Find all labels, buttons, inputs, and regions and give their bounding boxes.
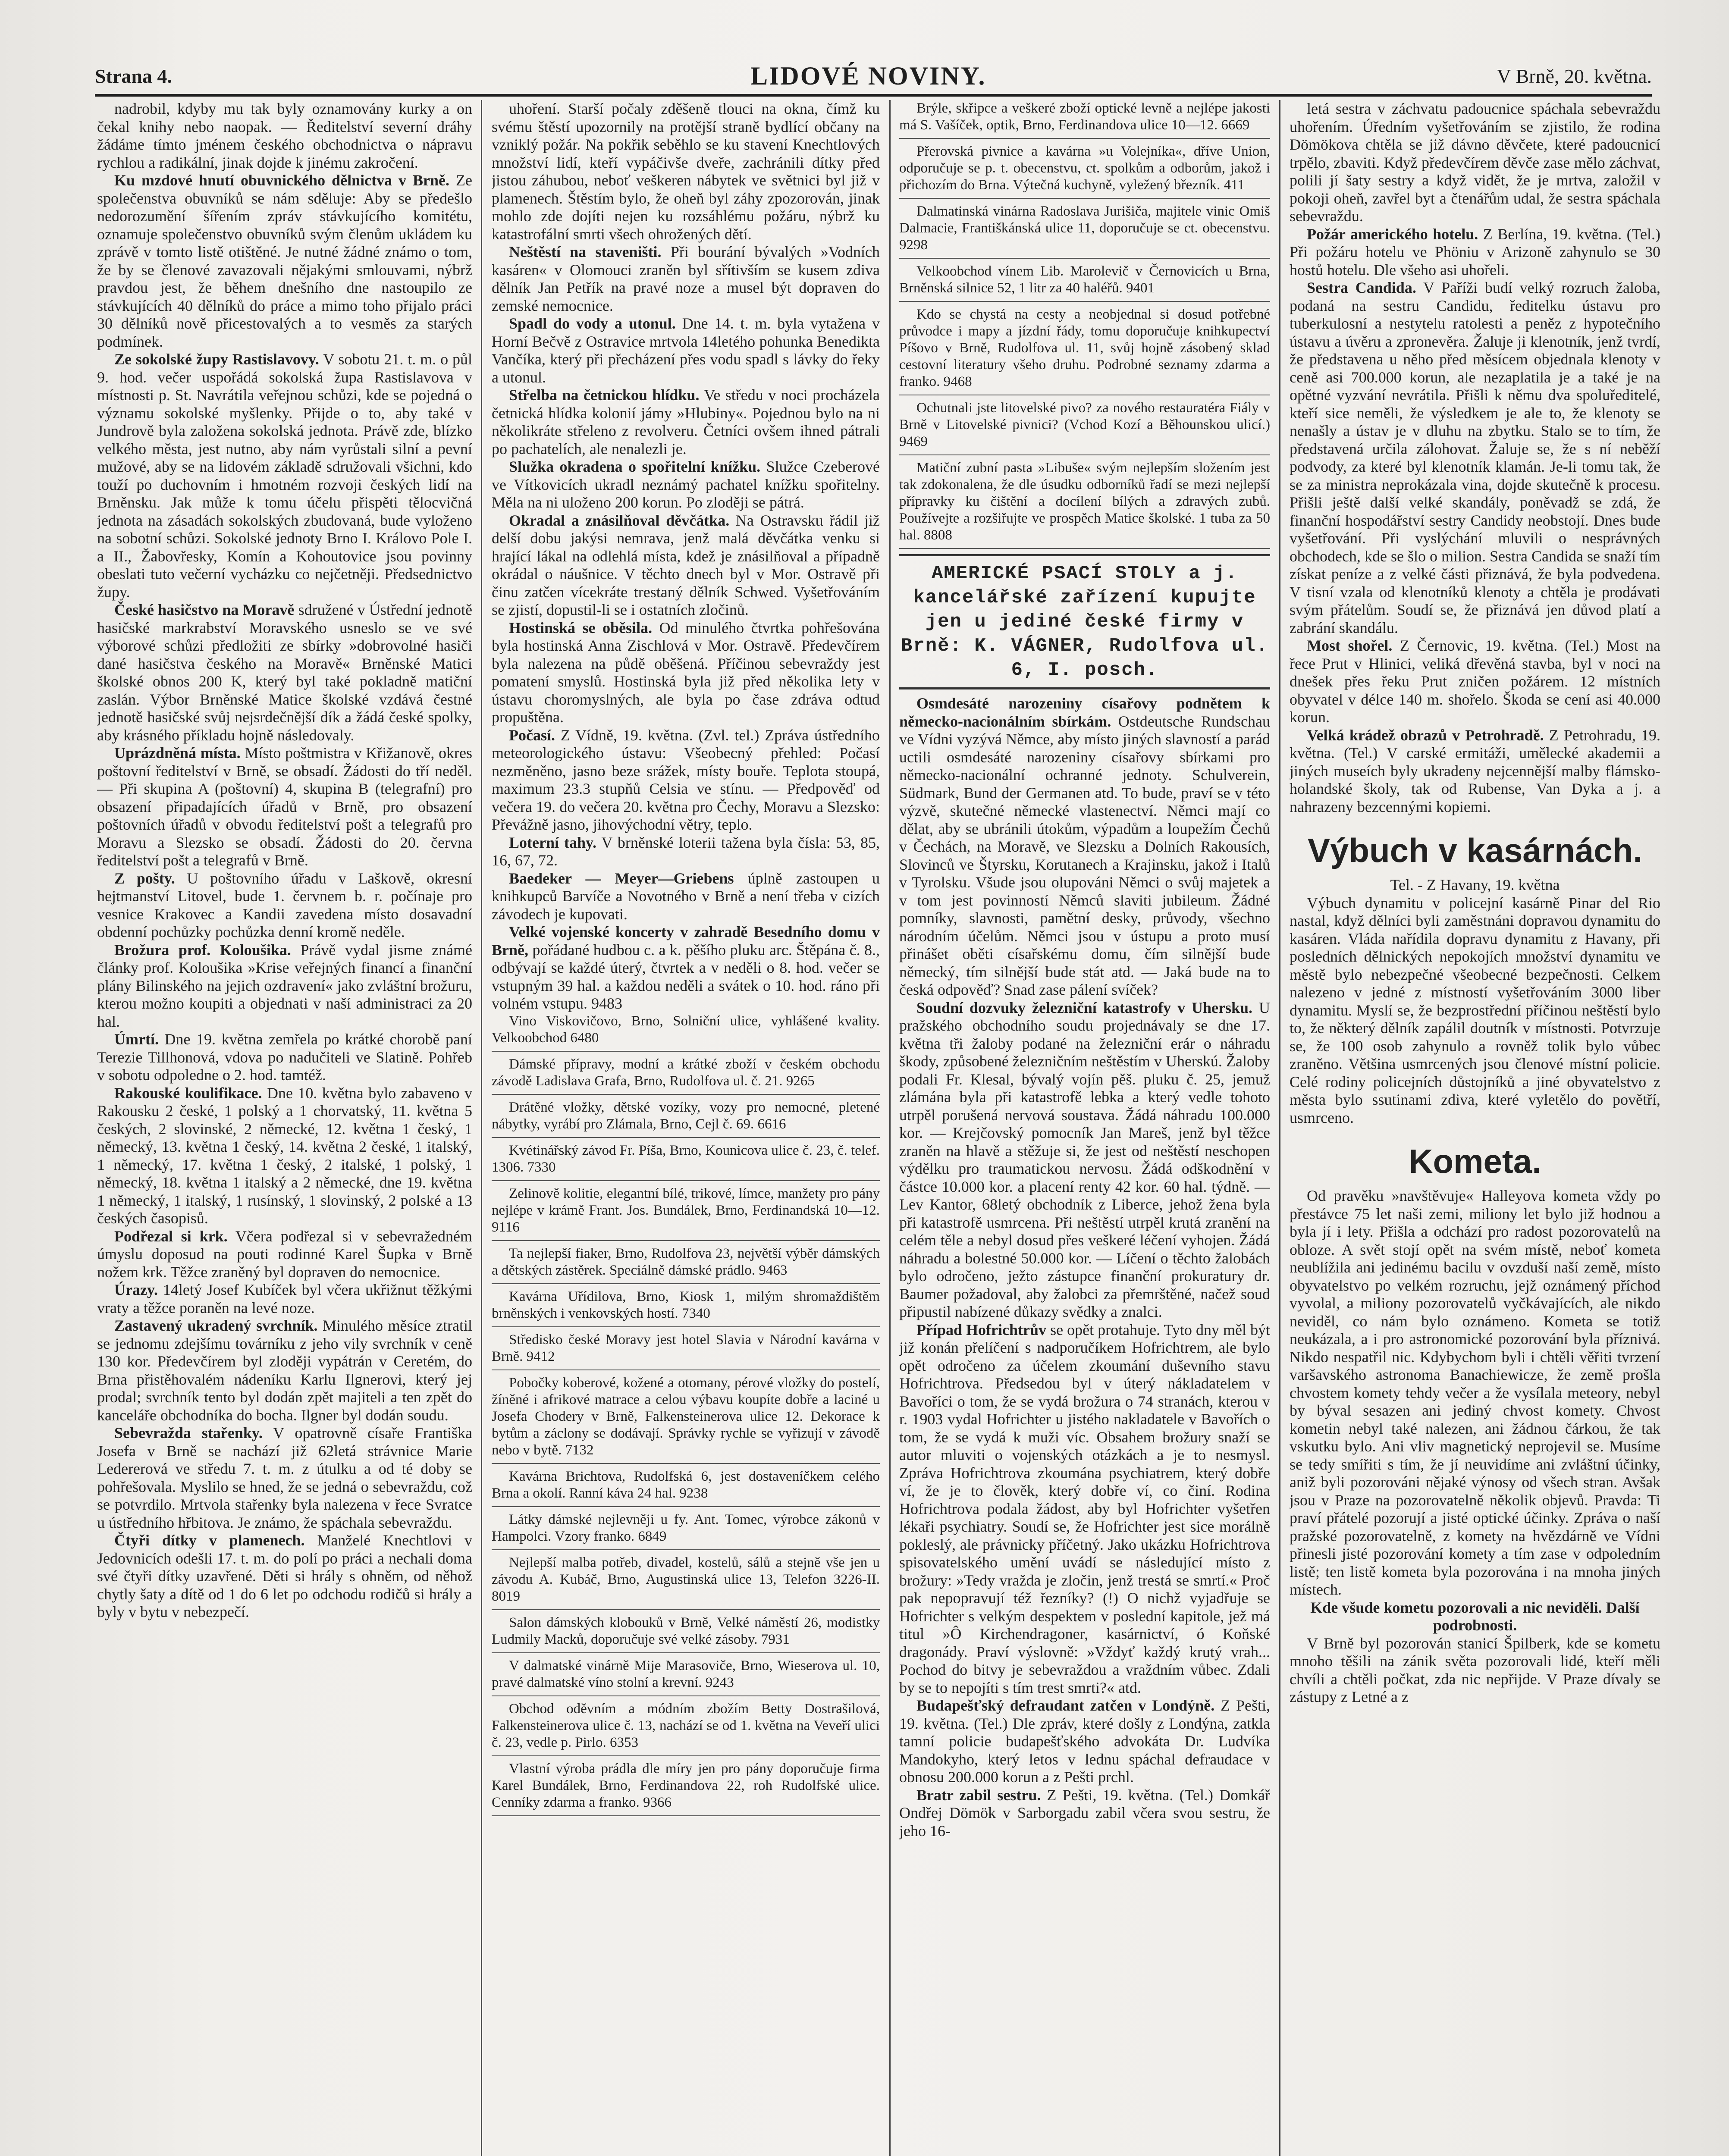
classified-ad-text: Dámské přípravy, modní a krátké zboží v českém obchodu závodě Ladislava Grafa, Brno, Rudolfova ul. č. 21. 9265 bbox=[492, 1056, 880, 1089]
column-divider bbox=[1279, 100, 1280, 2156]
article-heading: Osmdesáté narozeniny císařovy podnětem k německo-nacionálním sbírkám. bbox=[899, 695, 1270, 730]
article-heading: Z pošty. bbox=[114, 869, 175, 887]
article-text: Ve středu v noci procházela četnická hlídka kolonií jámy »Hlubiny«. Pojednou bylo na ni několikráte střeleno z revolveru. Četníci ovšem ihned pátrali po pachatelích, ale nenalezli je. bbox=[492, 386, 880, 458]
article-heading: Neštěstí na staveništi. bbox=[509, 243, 662, 260]
article-paragraph bbox=[97, 1281, 472, 1317]
article-paragraph bbox=[97, 744, 472, 870]
classified-ad-text: Pobočky koberové, kožené a otomany, pérové vložky do postelí, žíněné i afrikové matrace a celou výbavu koupíte dobře a laciné u Josefa Chodery v Brně, Falkensteinerova ulice 12. Dekorace k bytům a záclony se dodávají. Správky rychle se vyřizují v závodě nebo v bytě. 7132 bbox=[492, 1375, 880, 1458]
article-heading: Rakouské koulifikace. bbox=[114, 1084, 262, 1102]
column-1 bbox=[97, 100, 472, 2156]
article-text: Z Berlína, 19. května. (Tel.) Při požáru hotelu ve Phöniu v Arizoně zahynulo se 30 hostů hotelu. Dle všeho asi uhořeli. bbox=[1290, 225, 1660, 279]
article-heading: Případ Hofrichtrův bbox=[916, 1321, 1047, 1338]
article-text: Při bourání bývalých »Vodních kasáren« v Olomouci zraněn byl sřítivším se kusem zdiva dělník Jan Petřík na pravé noze a musel být dopraven do zemské nemocnice. bbox=[492, 243, 880, 314]
article-text: letá sestra v záchvatu padoucnice spáchala sebevraždu uhořením. Úředním vyšetřováním se zjistilo, že rodina Dömökova chtěla se již dávno děvčete, které padoucnicí trpělo, zbaviti. Když předevčírem děvče zase mělo záchvat, polili jí šaty sestry a když vidět, že je mrtva, založil v pokoji oheň, zavřel byt a čtenářům udal, že sestra spáchala sebevraždu. bbox=[1290, 100, 1660, 225]
article-paragraph bbox=[899, 999, 1270, 1321]
article-paragraph bbox=[1290, 637, 1660, 727]
classified-ad-text: Látky dámské nejlevněji u fy. Ant. Tomec, výrobce zákonů v Hampolci. Vzory franko. 6849 bbox=[492, 1511, 880, 1544]
article-heading: Podřezal si krk. bbox=[114, 1227, 228, 1245]
ad-separator bbox=[492, 1180, 880, 1181]
article-text: Z Vídně, 19. května. (Zvl. tel.) Zpráva ústředního meteorologického ústavu: Všeobecný přehled: Počasí nezměněno, jasno beze srážek, místy bouře. Teplota stoupá, maximum 23.3 stupňů Celsia ve stínu. — Předpověď od večera 19. do večera 20. května pro Čechy, Moravu a Slezsko: Převážně jasno, jihovýchodní větry, teplo. bbox=[492, 726, 880, 833]
article-paragraph bbox=[97, 941, 472, 1031]
article-paragraph bbox=[1290, 279, 1660, 637]
classified-ad bbox=[899, 460, 1270, 544]
ad-separator bbox=[492, 1283, 880, 1284]
article-paragraph bbox=[492, 727, 880, 834]
ad-separator bbox=[899, 454, 1270, 455]
article-text: se opět protahuje. Tyto dny měl být již konán přelíčení s nadporučíkem Hofrichtrem, ale bylo opět odročeno za účelem zkoumání duševního stavu Hofrichtrova. Předsedou byl v úterý nákladatelem v Bavoříci o tom, že se vydá brožura o 74 stranách, kterou v r. 1903 vydal Hofrichter u jistého nakladatele v Bavořích o tom, že se vydá k muži víc. Obsahem brožury snaží se autor mluviti o vojenských otázkách a je to nesmysl. Zpráva Hofrichtrova zkoumána psychiatrem, který dobře ví, že je to člověk, který dobře ví, co činí. Rodina Hofrichtrova podala žádost, aby byl Hofrichter vyšetřen lékaři psychiatry. Soudí se, že Hofrichter jest sice morálně pokleslý, ale právnicky příčetný. Jako ukázku Hofrichtrova spisovatelského umění uvádí se následující místo z brožury: »Tedy vražda je zločin, jenž trestá se smrtí.« Proč pak nepopravují též řezníky? (!) O nichž vyjadřuje se Hofrichter s velkým despektem v poslední kapitole, jež má titul »Ô Kirchendragoner, kasárnictví, ó Koňské dragonády. Praví výslovně: »Vždyť každý krutý vrah... Pochod do bitvy je sebevraždou a vraždním vůbec. Zdali by se to nepojíti s tím trest smrti?« atd. bbox=[899, 1321, 1270, 1696]
classified-ad-text: Kavárna Brichtova, Rudolfská 6, jest dostaveníčkem celého Brna a okolí. Ranní káva 24 hal. 9238 bbox=[492, 1468, 880, 1501]
article-paragraph bbox=[492, 386, 880, 458]
article-heading: Ze sokolské župy Rastislavovy. bbox=[114, 351, 319, 368]
article-paragraph bbox=[492, 243, 880, 315]
article-text: Právě vydal jisme známé články prof. Koloušika »Krise veřejných financí a finanční plány Bilinského na jejich ozdravení« jako zvláštní brožuru, kterou možno koupiti a objednati v naší administraci za 20 hal. bbox=[97, 941, 472, 1030]
article-text: Ostdeutsche Rundschau ve Vídni vyzývá Němce, aby místo jiných slavností a parád uctili osmdesáté narozeniny císařovy sbírkami pro německo-nacionální ochranné jednoty. Schulverein, Südmark, Bund der Germanen atd. To bude, praví se v této výzvě, skutečné německé vlastenectví. Němci mají co dělat, aby se ubránili útokům, výpadům a loupežím Čechů v Čechách, na Moravě, ve Slezsku a Dolních Rakousích, Slovinců ve Štyrsku, Korutanech a Krajinsku, jakož i Italů v Tyrolsku. Všude jsou olupováni Němci o svůj majetek a v tom jest povinností Němců slaviti jubileum. Žádné pomníky, slavnosti, pamětní desky, průvody, všechno národním účelům. Němci jsou v ústupu a proto musí přinášet oběti císařskému domu, čím silnější bude německý, tím silnější bude stát atd. — Jaká bude na to česká odpověď? Snad zase pálení svíček? bbox=[899, 712, 1270, 998]
article-text: úplně zastoupen u knihkupců Barvíče a Novotného v Brně a není třeba v cizích závodech je kupovati. bbox=[492, 869, 880, 923]
article-text: V brněnské loterii tažena byla čísla: 53, 85, 16, 67, 72. bbox=[492, 834, 880, 869]
ad-separator bbox=[899, 548, 1270, 549]
article-text: V Paříži budí velký rozruch žaloba, podaná na sestru Candidu, ředitelku ústavu pro tuberkulosní a nestytelu ratolesti a peněz z hypotečního ústavu a úvěru a zpronevěra. Žaluje ji klenotník, jenž tvrdí, že představena u něho před měsícem objednala klenoty v ceně asi 700.000 korun, ale nezaplatila je a také je na opětné vyzvání nevrátila. Přišli k němu dva spoluředitelé, kteří sice neměli, že výsledkem je ale to, že klenoty se nenašly a ústav je v dluhu na zbytku. Stalo se to tím, že představená určila zálohovat. Žaluje se, že s ní neběží podvody, za které byl klenotník klamán. Je-li tomu tak, že se za ministra neprokázala vina, dojde skutečně k procesu. Přišli ještě další velké skandály, poněvadž se zdá, že finanční hospodářství sestry Candidy neobstojí. Dnes bude vyšetřování. Při vyslýchání mluvili o nesprávných obchodech, kde se šlo o milion. Sestra Candida se snaží tím získat peníze a z velké části přiznává, že byla podvedena. V tisní vzala od klenotníků klenoty a chtěla je prodávati svým přátelům. Soudí se, že přiznává jen důvod platí a zabrání skandálu. bbox=[1290, 279, 1660, 636]
article-paragraph bbox=[1290, 226, 1660, 279]
article-paragraph bbox=[492, 315, 880, 386]
article-text: Z Pešti, 19. května. (Tel.) Dle zpráv, které došly z Londýna, zatkla tamní policie budapešťského advokáta Dr. Ludvíka Mandokyho, který letos v lednu spáchal defraudace v obnosu 200.000 korun a z Pešti prchl. bbox=[899, 1697, 1270, 1786]
article-heading: Sebevražda stařenky. bbox=[114, 1424, 263, 1442]
article-paragraph bbox=[97, 870, 472, 941]
ad-separator bbox=[492, 1815, 880, 1816]
article-text: Od minulého čtvrtka pohřešována byla hostinská Anna Zischlová v Mor. Ostravě. Předevčírem byla nalezena na půdě oběšená. Příčinou sebevraždy jest pomatení smyslů. Hostinská byla již před několika lety v ústavu choromyslných, ale byla po čase zdráva odtud propuštěna. bbox=[492, 619, 880, 726]
classified-ad bbox=[492, 1614, 880, 1648]
classified-ad-text: Zelinově kolitie, elegantní bílé, trikové, límce, manžety pro pány nejlépe v krámě Frant. Jos. Bundálek, Brno, Ferdinandská 10—12. 9116 bbox=[492, 1185, 880, 1235]
classified-ad bbox=[492, 1099, 880, 1133]
classified-ad bbox=[492, 1056, 880, 1090]
article-text: Manželé Knechtlovi v Jedovnicích odešli 17. t. m. do polí po práci a nechali doma své čtyři dítky uzavřené. Děti si hrály s ohněm, od něhož chytly šaty a dítě od 1 do 6 let po odchodu rodičů si hrály a byly v bytu v nebezpečí. bbox=[97, 1532, 472, 1620]
ad-separator bbox=[899, 301, 1270, 302]
article-heading: Sestra Candida. bbox=[1307, 279, 1416, 296]
classified-ad bbox=[492, 1013, 880, 1047]
article-text: Minulého měsíce ztratil se jednomu zdejšímu továrníku z jeho vily svrchník v ceně 130 kor. Předevčírem byl zloději vypátrán v Ceretém, do Brna přistěhovalém nádeníku Karlu Ilgnerovi, který jej prodal; svrchník tento byl dodán zpět majiteli a ten zpět do kanceláře obchodníka do bocha. Ilgner byl dodán soudu. bbox=[97, 1317, 472, 1424]
article-heading: Zastavený ukradený svrchník. bbox=[114, 1317, 318, 1334]
article-paragraph bbox=[97, 351, 472, 601]
article-paragraph bbox=[492, 619, 880, 727]
page-header bbox=[95, 62, 1652, 91]
ad-separator bbox=[492, 1137, 880, 1138]
classified-ad bbox=[492, 1332, 880, 1365]
ad-separator bbox=[492, 1506, 880, 1507]
dateline: Tel. - Z Havany, 19. května bbox=[1390, 876, 1560, 893]
article-paragraph bbox=[1290, 1635, 1660, 1706]
classified-ad-text: Salon dámských klobouků v Brně, Velké náměstí 26, modistky Ludmily Macků, doporučuje své velké zásoby. 7931 bbox=[492, 1614, 880, 1647]
article-heading: Velká krádež obrazů v Petrohradě. bbox=[1307, 726, 1544, 744]
article-heading: Okradal a znásilňoval děvčátka. bbox=[509, 511, 730, 529]
article-text: Dne 10. května bylo zabaveno v Rakousku 2 české, 1 polský a 1 chorvatský, 11. května 5 českých, 2 slovinské, 2 německé, 12. května 1 český, 1 německý, 13. května 1 český, 14. května 2 české, 1 italský, 1 německý, 17. května 1 český, 2 italské, 1 polský, 1 německý, 18. května 1 italský a 2 německé, dne 19. května 1 německý, 1 italský, 1 rusínský, 1 slovinský, 2 polské a 13 českých časopisů. bbox=[97, 1084, 472, 1227]
article-heading: Hostinská se oběsila. bbox=[509, 619, 653, 636]
article-heading: Velké vojenské koncerty v zahradě Besedního domu v Brně, bbox=[492, 923, 880, 959]
article-heading: Ku mzdové hnutí obuvnického dělnictva v Brně. bbox=[114, 172, 450, 189]
ad-separator bbox=[492, 1369, 880, 1370]
classified-ad bbox=[899, 203, 1270, 254]
classified-ad bbox=[899, 263, 1270, 297]
classified-ad-text: Přerovská pivnice a kavárna »u Volejníka«, dříve Union, odporučuje se p. t. obecenstvu, ct. spolkům a odborům, jakož i přichozím do Brna. Výtečná kuchyně, vyležený březník. 411 bbox=[899, 144, 1270, 193]
classified-ad-text: Kavárna Uřídilova, Brno, Kiosk 1, milým shromaždištěm brněnských i venkovských hostí. 7340 bbox=[492, 1288, 880, 1321]
article-paragraph bbox=[1290, 727, 1660, 816]
article-text: Z Černovic, 19. května. (Tel.) Most na řece Prut v Hlinici, veliká dřevěná stavba, byl v noci na dnešek přes řeku Prut zničen požárem. 12 místních obyvatel v délce 140 m. shořelo. Škoda se cení asi 40.000 korun. bbox=[1290, 637, 1660, 726]
classified-ad bbox=[899, 143, 1270, 194]
classified-ad bbox=[492, 1701, 880, 1751]
article-text: Od pravěku »navštěvuje« Halleyova kometa vždy po přestávce 75 let naši zemi, miliony let bylo již hodnou a byla jí i lety. Přišla a odchází pro radost pozorovatelů na obloze. A svět stojí opět na svém místě, neboť kometa neublížila ani jedinému bacilu v ovzduší naší země, místo obyvatelstvo po velkém rozruchu, jejž oznámený příchod vyvolal, a miliony pozorovatelů vyčkávajících, ale nikdo neviděl, co nám bylo oznámeno. Kometa se totiž neukázala, a i pro astronomické pozorování byla příznivá. Nikdo nespatřil nic. Kdybychom byli i chtěli věřiti tvrzení varšavského astronoma Banachiewicze, že země prošla chvostem komety tehdy večer a že vysílala meteory, nebyl by býval sesazen ani jediný chvost komety. Chvost kometin nebyl také nalezen, ani žádnou čárkou, že tak vskutku bylo. Ani vliv magnetický neprojevil se. Musíme se tedy smířiti s tím, že jí neuvidíme ani zvláštní účinky, aniž byli pozorováni nějaké výnosy od všech stran. Avšak jsou v Praze na pozorovatelně několik objevů. Pravda: Ti praví přátelé pozorují a jisté optické účinky. Zpráva o naší pražské pozorovatelně, z komety na hvězdárně ve Vídni přinesli jisté pozorování komety a tím zase v odpoledním listě; ten listě kometa byla pozorována i na mnoha jiných místech. bbox=[1290, 1187, 1660, 1598]
article-paragraph bbox=[492, 512, 880, 619]
article-paragraph bbox=[899, 695, 1270, 999]
article-text: Dne 14. t. m. byla vytažena v Horní Bečvě z Ostravice mrtvola 14letého pohunka Benedikta Vančíka, který při přecházení přes vodu spadl s lávky do řeky a utonul. bbox=[492, 315, 880, 386]
classified-ad-text: Ta nejlepší fiaker, Brno, Rudolfova 23, největší výběr dámských a dětských zástěrek. Speciálně dámské prádlo. 9463 bbox=[492, 1245, 880, 1278]
header-rule bbox=[95, 94, 1652, 97]
ad-separator bbox=[492, 1240, 880, 1241]
ad-separator bbox=[492, 1051, 880, 1052]
classified-ad-text: Matiční zubní pasta »Libuše« svým nejlepším složením jest tak zdokonalena, že dle úsudku odborníků řadí se mezi nejlepší přípravky ku čištění a docílení bílých a zdravých zubů. Používejte a rozšiřujte ve prospěch Matice školské. 1 tuba za 50 hal. 8808 bbox=[899, 460, 1270, 543]
article-paragraph bbox=[97, 601, 472, 744]
article-paragraph bbox=[492, 100, 880, 243]
ad-separator bbox=[492, 1609, 880, 1610]
section-headline: Výbuch v kasárnách. bbox=[1307, 831, 1643, 869]
article-heading: Loterní tahy. bbox=[509, 834, 597, 851]
ad-separator bbox=[899, 258, 1270, 259]
article-text: Ze společenstva obuvníků se nám sděluje: Aby se předešlo nedorozumění šířením zpráv stávkujícího komitétu, oznamuje společenstvo obuvníků svým členům ukládem ku zprávě v tomto listě otištěné. Je nutné žádné známo o tom, že by se členové zavazovali nějakými smlouvami, nýbrž pravdou jest, že během dnešního dne nastoupilo ze stávkujících 40 dělníků do práce a mimo toho přijalo práci 30 dělníků nově přicestovalých a to vesměs za starých podmínek. bbox=[97, 172, 472, 350]
article-paragraph bbox=[97, 172, 472, 351]
classified-ad-text: Kdo se chystá na cesty a neobjednal si dosud potřebné průvodce i mapy a jízdní řády, tomu doporučuje knihkupectví Píšovo v Brně, Rudolfova ul. 11, svůj hojně zásobený sklad cestovní literatury všeho druhu. Podrobné seznamy zdarma a franko. 9468 bbox=[899, 307, 1270, 389]
classified-ad-text: Obchod oděvním a módním zbožím Betty Dostrašilová, Falkensteinerova ulice č. 13, nachází se od 1. května na Veveří ulici č. 23, vedle p. Pirlo. 6353 bbox=[492, 1701, 880, 1750]
ad-separator bbox=[899, 198, 1270, 199]
article-paragraph bbox=[97, 1532, 472, 1621]
article-heading: Soudní dozvuky železniční katastrofy v Uhersku. bbox=[916, 999, 1253, 1016]
article-text: Služce Czeberové ve Vítkovicích ukradl neznámý pachatel knížku spořitelny. Měla na ni uloženo 200 korun. Po zloději se pátrá. bbox=[492, 458, 880, 511]
article-paragraph bbox=[97, 1424, 472, 1532]
article-text: V Brně byl pozorován stanicí Špilberk, kde se kometu mnoho těšili na zánik světa pozorovali lidé, kteří měli chvíli a chtěli počkat, zda nic nepřijde. V Praze dívaly se zástupy z Letné a z bbox=[1290, 1634, 1660, 1705]
column-4 bbox=[1290, 100, 1660, 2156]
article-heading: Úrazy. bbox=[114, 1281, 158, 1298]
article-text: V opatrovně císaře Františka Josefa v Brně se nachází již 62letá strávnice Marie Ledererová ve středu 7. t. m. z útulku a od té doby se pohřešovala. Myslilo se hned, že se jedná o sebevraždu, což se potvrdilo. Mrtvola stařenky byla nalezena v řece Svratce u ústředního hřbitova. Je známo, že spáchala sebevraždu. bbox=[97, 1424, 472, 1531]
article-paragraph bbox=[492, 458, 880, 512]
article-paragraph bbox=[97, 1084, 472, 1228]
classified-ad bbox=[899, 400, 1270, 450]
classified-ad bbox=[492, 1245, 880, 1279]
section-headline: Kometa. bbox=[1409, 1142, 1541, 1180]
article-text: pořádané hudbou c. a k. pěšího pluku arc. Štěpána č. 8., odbývají se každé úterý, čtvrtek a v neděli o 8. hod. večer se vstupným 39 hal. a každou neděli a svátek o 10. hod. ráno při volném vstupu. 9483 bbox=[492, 941, 880, 1012]
article-heading: Požár amerického hotelu. bbox=[1307, 225, 1478, 243]
article-paragraph bbox=[1290, 894, 1660, 1127]
ad-separator bbox=[492, 1326, 880, 1327]
classified-ad-text: Dalmatinská vinárna Radoslava Jurišiča, majitele vinic Omiš Dalmacie, Františkánská ulice 11, doporučuje se ct. obecenstvu. 9298 bbox=[899, 204, 1270, 253]
ad-separator bbox=[492, 1549, 880, 1550]
column-3 bbox=[899, 100, 1270, 2156]
classified-ad-text: Ochutnali jste litovelské pivo? za nového restauratéra Fiály v Brně v Litovelské pivnici? (Vchod Kozí a Běhounskou ulicí.) 9469 bbox=[899, 400, 1270, 449]
classified-ad bbox=[492, 1511, 880, 1545]
subheading: Kde všude kometu pozorovali a nic neviděli. Další podrobnosti. bbox=[1310, 1598, 1640, 1634]
article-paragraph bbox=[1290, 100, 1660, 226]
column-divider bbox=[481, 100, 482, 2156]
ad-rule bbox=[899, 554, 1270, 556]
article-paragraph bbox=[492, 870, 880, 924]
page-number: Strana 4. bbox=[95, 65, 172, 87]
ad-rule bbox=[899, 687, 1270, 689]
article-text: sdružené v Ústřední jednotě hasičské markrabství Moravského usneslo se ve své výborové schůzi předložiti ze sbírky »dobrovolné hasiči dané hasičstva českého na Moravě« Brněnské Matici školské obnos 200 K, který byl také pokladně matiční zaslán. Výbor Brněnské Matice školské vzdává čestné jednotě hasičské svůj nejsrdečnější dík a žádá české spolky, aby krásného příkladu hojně následovaly. bbox=[97, 601, 472, 744]
article-heading: Bratr zabil sestru. bbox=[916, 1786, 1041, 1804]
newspaper-title: LIDOVÉ NOVINY. bbox=[750, 62, 986, 90]
classified-ad bbox=[492, 1554, 880, 1605]
article-text: nadrobil, kdyby mu tak byly oznamovány kurky a on čekal knihy nebo naopak. — Ředitelství severní dráhy žádáme tímto jménem českého obchodnictva o nápravu rychlou a radikální, jinak dojde k jinému zakročení. bbox=[97, 100, 472, 171]
classified-ad-text: V dalmatské vinárně Mije Marasoviče, Brno, Wieserova ul. 10, pravé dalmatské víno stolní a krevní. 9243 bbox=[492, 1658, 880, 1690]
issue-date: V Brně, 20. května. bbox=[1497, 65, 1652, 87]
article-heading: Brožura prof. Koloušika. bbox=[114, 941, 291, 959]
article-text: 14letý Josef Kubíček byl včera ukřižnut těžkými vraty a těžce poraněn na levé noze. bbox=[97, 1281, 472, 1316]
ad-separator bbox=[492, 1094, 880, 1095]
classified-ad-text: Kvétinářský závod Fr. Píša, Brno, Kounicova ulice č. 23, č. telef. 1306. 7330 bbox=[492, 1142, 880, 1175]
ad-separator bbox=[492, 1652, 880, 1653]
classified-ad bbox=[492, 1288, 880, 1322]
column-2 bbox=[492, 100, 880, 2156]
article-text: Výbuch dynamitu v policejní kasárně Pinar del Rio nastal, když dělníci byli zaměstnáni dopravou dynamitu do kasáren. Vláda nařídila dopravu dynamitu z Havany, při posledních dělnických nepokojích množství dynamitu ve městě bylo nebezpečné všeobecné bezpečnosti. Celkem nalezeno v jedné z místností vyšetřováním 3000 liber dynamitu. Myslí se, že bezprostřední příčinou neštěstí bylo to, že některý dělník zapálil doutník v místnosti. Potvrzuje se, že 100 osob zahynulo a rovněž tolik bylo vůbec zraněno. Většina usmrcených jsou členové místní policie. Celé rodiny policejních důstojníků a jiné obyvatelstvo z města bylo ssutinami zdiva, které vyletělo do povětří, usmrceno. bbox=[1290, 894, 1660, 1126]
article-paragraph bbox=[492, 923, 880, 1013]
article-heading: Úmrtí. bbox=[114, 1031, 159, 1048]
article-paragraph bbox=[97, 1031, 472, 1084]
article-paragraph bbox=[97, 1317, 472, 1424]
article-heading: Uprázdněná místa. bbox=[114, 744, 241, 761]
article-text: U poštovního úřadu v Laškově, okresní hejtmanství Litovel, bude 1. červnem b. r. počínaje pro vesnice Krakovec a Kandii zavedena místo dosavadní obdenní pochůzky pochůzka denní kromě neděle. bbox=[97, 869, 472, 940]
article-text: Včera podřezal si v sebevražedném úmyslu doposud na pouti rodinné Karel Šupka v Brně nožem krk. Těžce zraněný byl dopraven do nemocnice. bbox=[97, 1227, 472, 1281]
classified-ad-text: Středisko české Moravy jest hotel Slavia v Národní kavárna v Brně. 9412 bbox=[492, 1332, 880, 1364]
display-advertisement: AMERICKÉ PSACÍ STOLY a j. kancelářské zařízení kupujte jen u jediné české firmy v Brně: K. VÁGNER, Rudolfova ul. 6, I. posch. bbox=[901, 563, 1269, 681]
classified-ad bbox=[899, 100, 1270, 134]
article-heading: Střelba na četnickou hlídku. bbox=[509, 386, 700, 404]
article-text: uhoření. Starší počaly zděšeně tlouci na okna, čímž ku svému štěstí upozornily na protější straně bydlící občany na vzniklý požár. Na pokřik seběhlo se ku stavení Knechtlových množství lidí, kteří vypáčivše dveře, zachránili dítky před jistou záhubou, neboť veškeren nábytek ve světnici byl již v plamenech. Štěstím bylo, že oheň byl záhy zpozorován, jinak mohlo zde dojíti nejen ku rozsáhlému požáru, nýbrž ku katastrofální smrti všech ohrožených dětí. bbox=[492, 100, 880, 243]
classified-ad-text: Velkoobchod vínem Lib. Marolevič v Černovicích u Brna, Brněnská silnice 52, 1 litr za 40 haléřů. 9401 bbox=[899, 263, 1270, 296]
article-text: Na Ostravsku řádil již delší dobu jakýsi nemrava, jenž malá děvčátka venku si hrající lákal na odlehlá místa, kdež je znásilňoval a případně okrádal o náušnice. V těchto dnech byl v Mor. Ostravě při činu zatčen vícekráte trestaný dělník Schwed. Vyšetřováním se zjistí, dopustil-li se i ostatních zločinů. bbox=[492, 511, 880, 618]
article-text: V sobotu 21. t. m. o půl 9. hod. večer uspořádá sokolská župa Rastislavova v místnosti p. St. Navrátila veřejnou schůzi, kde se pojedná o významu sokolské myšlenky. Přijde o to, aby také v Jundrově byla založena sokolská jednota. Právě zde, blízko velkého města, jest nutno, aby nám vyrůstali silní a pevní mužové, aby se na lidovém základě sdružovali všichni, kdo touží po duchovním i hmotném rozvoji českých lidí na Brněnsku. Jak může k tomu účelu přispěti tělocvičná jednota na zásadách sokolských zbudovaná, bude vyloženo na sobotní schůzi. Sokolské jednoty Brno I. Královo Pole I. a II., Žabovřesky, Komín a Kohoutovice jsou povinny obeslati tuto večerní vycházku co nejčetněji. Předsednictvo župy. bbox=[97, 351, 472, 601]
classified-ad-text: Brýle, skřipce a veškeré zboží optické levně a nejlépe jakosti má S. Vašíček, optik, Brno, Ferdinandova ulice 10—12. 6669 bbox=[899, 100, 1270, 133]
article-text: Místo poštmistra v Křižanově, okres poštovní ředitelství v Brně, se obsadí. Žádosti do tří neděl. — Při skupina A (poštovní) 4, skupina B (telegrafní) pro obsazení připadajících úřadů v Brně, pro obsazení poštovních úřadů v obvodu ředitelství pošt a telegrafů pro Moravu a Slezsko se obsadí. Žádosti do 20. června ředitelství pošt a telegrafů v Brně. bbox=[97, 744, 472, 869]
article-paragraph bbox=[899, 1786, 1270, 1840]
article-paragraph bbox=[899, 1697, 1270, 1786]
article-heading: Most shořel. bbox=[1307, 637, 1393, 654]
ad-separator bbox=[899, 138, 1270, 139]
classified-ad bbox=[492, 1375, 880, 1459]
article-text: U pražského obchodního soudu projednávaly se dne 17. května tři žaloby podané na železniční erár o náhradu škody, způsobené železničním neštěstím v Uherskú. Žaloby podali Fr. Klesal, bývalý vojín pěš. pluku č. 25, jemuž zlámána byla při katastrofě lebka a který vedle tohoto utrpěl porušená nervová soustava. Žádá náhradu 100.000 kor. — Krejčovský pomocník Jan Mareš, jenž byl těžce zraněn na hlavě a stěžuje si, že jest od neštěstí neschopen výdělku pro traumatickou nervosu. Žádá odškodnění v částce 10.000 kor. a placení renty 42 kor. 60 hal. týdně. — Lev Kantor, 68letý obchodník z Liberce, jehož žena byla při katastrofě usmrcena. Při neštěstí utrpěl krutá zranění na celém těle a nebyl dosud přes veškeré léčení vyhojen. Žádá náhradu a bolestné 50.000 kor. — Líčení o těchto žalobách bylo odročeno, ježto zástupce finanční prokuratury dr. Baumer požadoval, aby žalobci za přemrštěné, načež soud připustil nabízené důkazy svědky a znalci. bbox=[899, 999, 1270, 1320]
classified-ad-text: Vino Viskovičovo, Brno, Solniční ulice, vyhlášené kvality. Velkoobchod 6480 bbox=[492, 1013, 880, 1046]
article-heading: Počasí. bbox=[509, 726, 555, 744]
ad-separator bbox=[492, 1463, 880, 1464]
classified-ad bbox=[492, 1142, 880, 1176]
classified-ad-text: Nejlepší malba potřeb, divadel, kostelů, sálů a stejně vše jen u závodu A. Kubáč, Brno, Augustinská ulice 13, Telefon 3226-II. 8019 bbox=[492, 1554, 880, 1604]
ad-separator bbox=[492, 1695, 880, 1696]
article-heading: Spadl do vody a utonul. bbox=[509, 315, 676, 332]
column-divider bbox=[889, 100, 891, 2156]
classified-ad bbox=[492, 1185, 880, 1236]
article-heading: Čtyři dítky v plamenech. bbox=[114, 1532, 305, 1549]
classified-ad bbox=[492, 1761, 880, 1811]
article-text: Dne 19. května zemřela po krátké chorobě paní Terezie Tillhonová, vdova po nadučiteli ve Slatině. Pohřeb v sobotu odpoledne o 2. hod. tamtéž. bbox=[97, 1031, 472, 1084]
article-paragraph bbox=[899, 1321, 1270, 1697]
article-heading: České hasičstvo na Moravě bbox=[114, 601, 295, 618]
article-paragraph bbox=[97, 1228, 472, 1282]
classified-ad-text: Drátěné vložky, dětské vozíky, vozy pro nemocné, pletené nábytky, vyrábí pro Zlámala, Brno, Cejl č. 69. 6616 bbox=[492, 1099, 880, 1132]
ad-separator bbox=[492, 1755, 880, 1756]
article-text: Z Pešti, 19. května. (Tel.) Domkář Ondřej Dömök v Sarborgadu zabil včera svou sestru, že jeho 16- bbox=[899, 1786, 1270, 1839]
article-heading: Služka okradena o spořitelní knížku. bbox=[509, 458, 761, 475]
classified-ad bbox=[492, 1658, 880, 1691]
article-text: Z Petrohradu, 19. května. (Tel.) V carské ermitáži, umělecké akademii a jiných museích byly ukradeny nejcennější malby flámsko-holandské školy, tak od Rubense, Van Dyka a j. a nahrazeny bezcennými kopiemi. bbox=[1290, 726, 1660, 815]
classified-ad bbox=[899, 306, 1270, 390]
article-heading: Budapešťský defraudant zatčen v Londýně. bbox=[916, 1697, 1215, 1714]
classified-ad bbox=[492, 1468, 880, 1502]
classified-ad-text: Vlastní výroba prádla dle míry jen pro pány doporučuje firma Karel Bundálek, Brno, Ferdinandova 22, roh Rudolfské ulice. Cenníky zdarma a franko. 9366 bbox=[492, 1761, 880, 1810]
article-heading: Baedeker — Meyer—Griebens bbox=[509, 869, 734, 887]
article-paragraph bbox=[1290, 1187, 1660, 1599]
article-paragraph bbox=[492, 834, 880, 870]
article-paragraph bbox=[97, 100, 472, 172]
